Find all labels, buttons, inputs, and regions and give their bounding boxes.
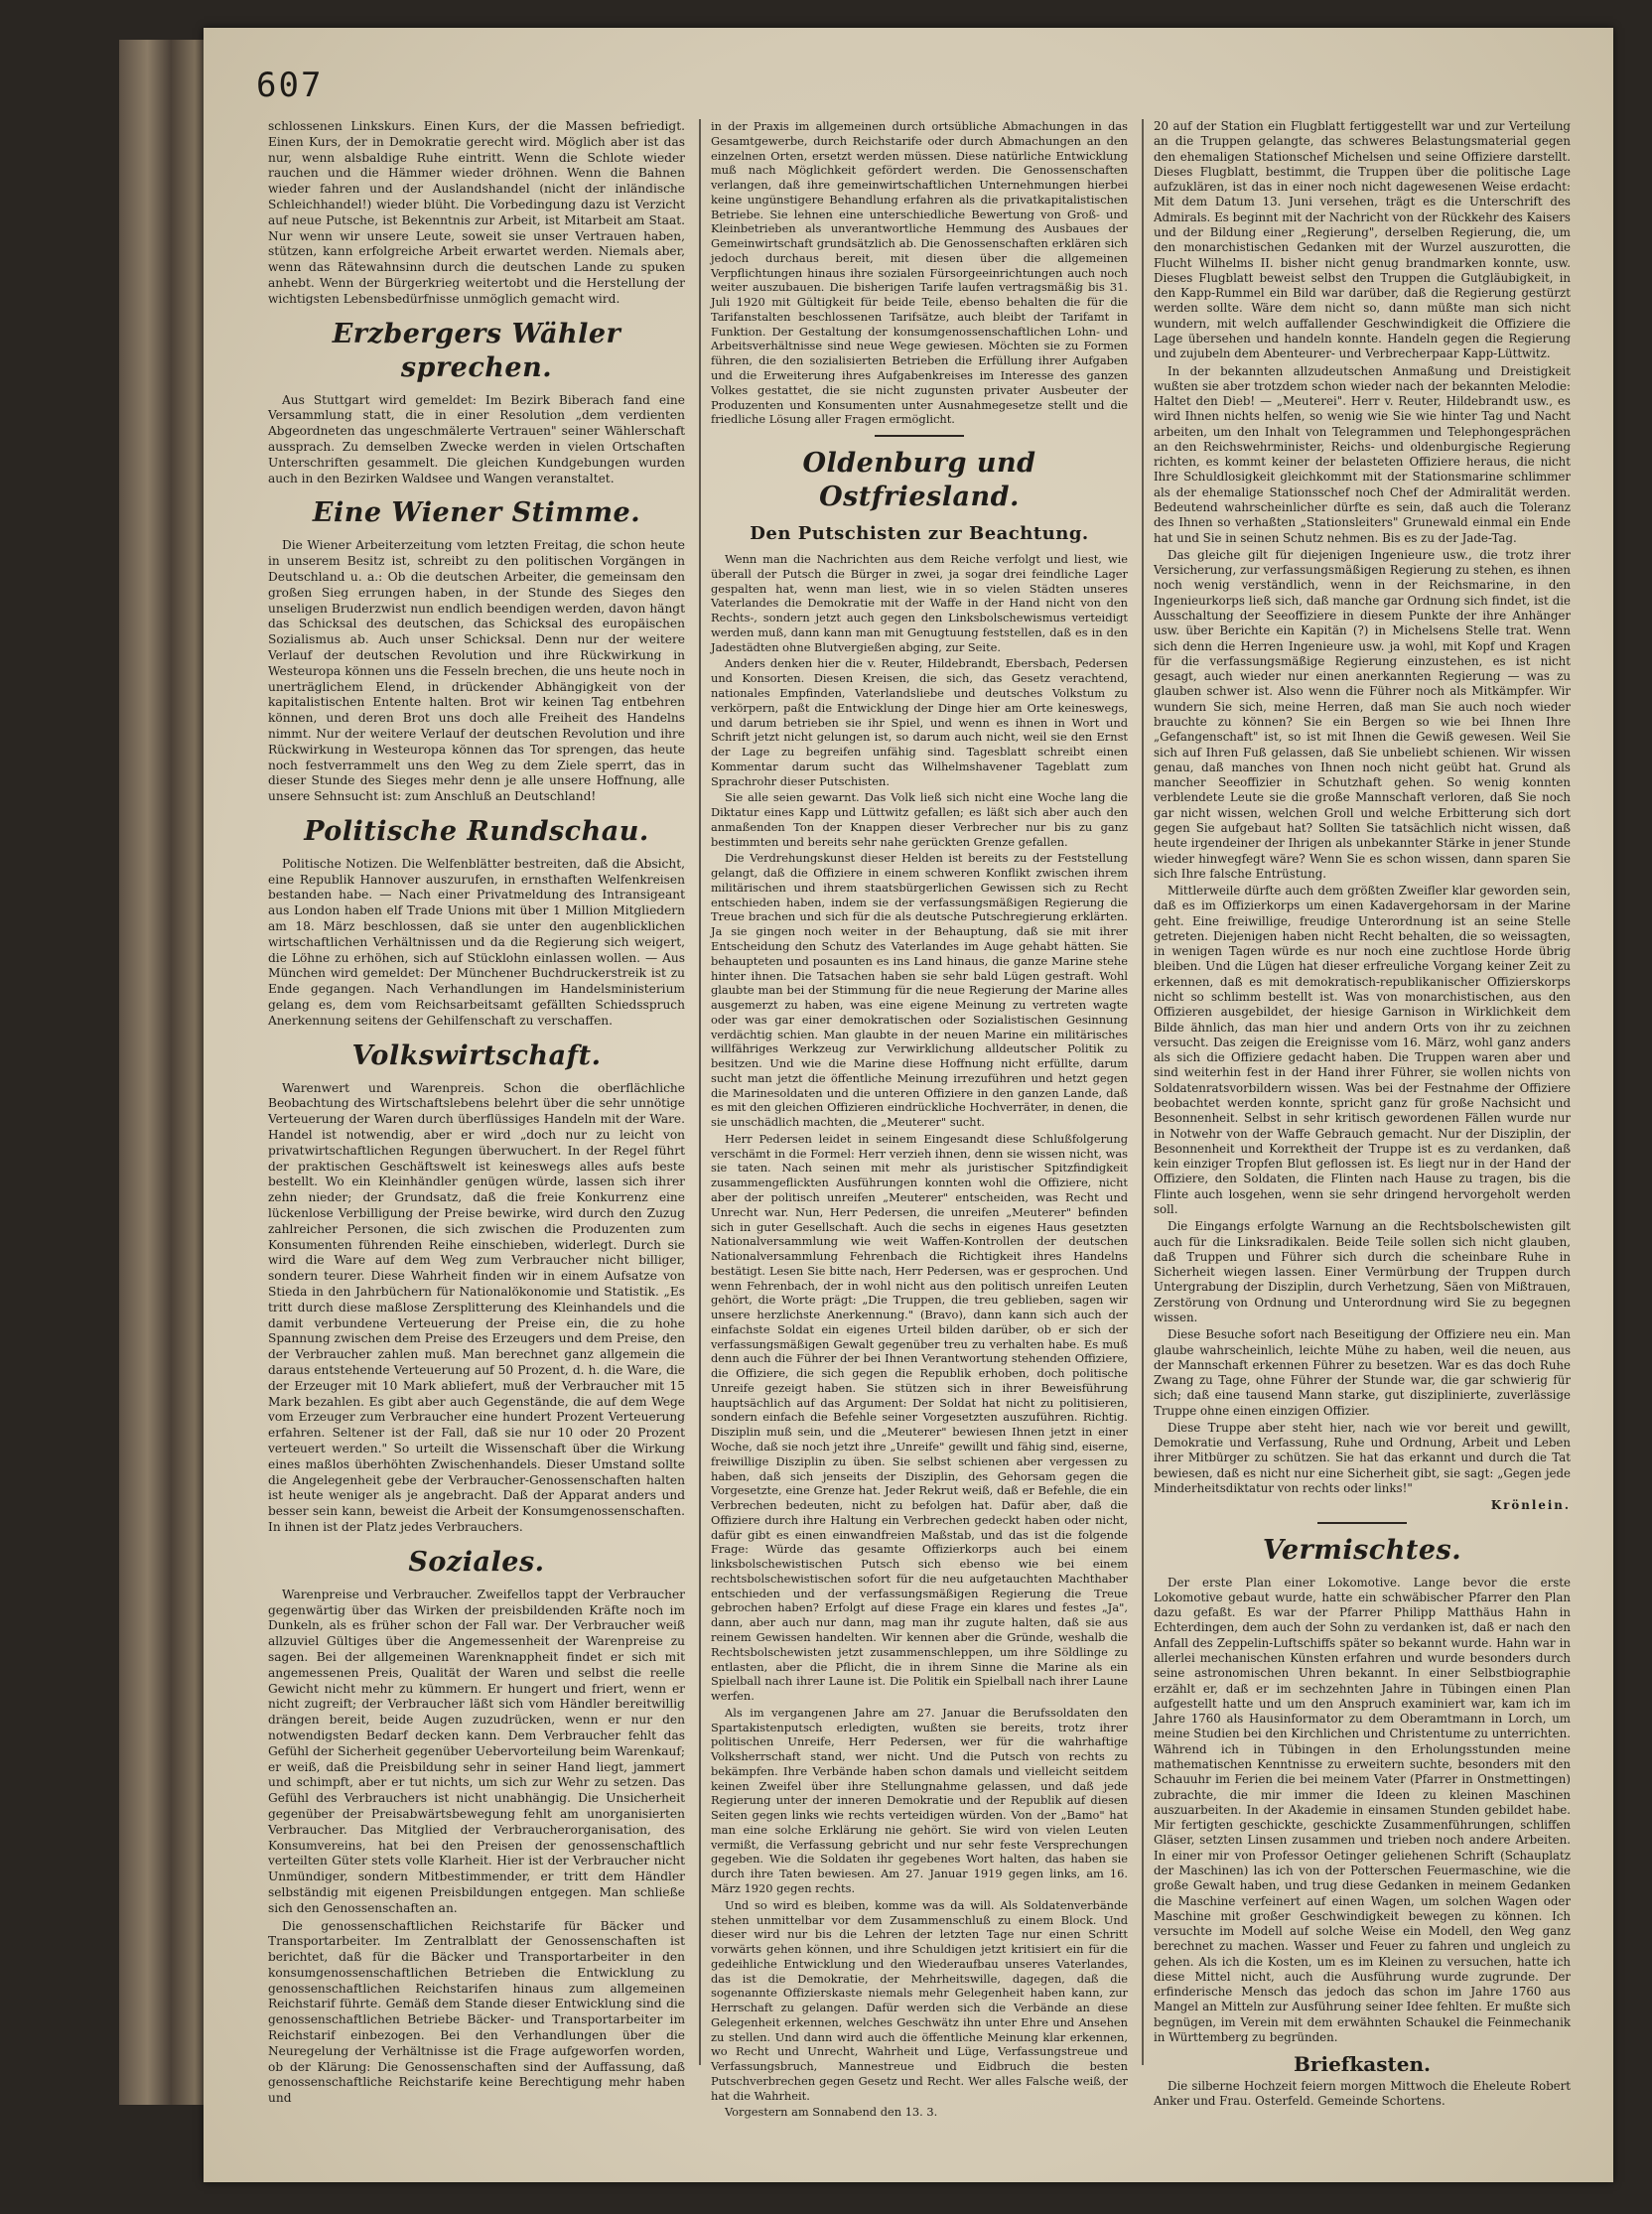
putsch-text-8: Vorgestern am Sonnabend den 13. 3. [725,2105,938,2120]
col3-text-7: Diese Truppe aber steht hier, nach wie vor bereit und gewillt, Demokratie und Verfassung, Ruhe und Ordnung, Arbeit und Leben ihrer Mitbürger zu schützen. Sie hat das erkannt und durch die Tat bewiesen, daß es nicht nur eine Sicherheit gibt, sie sagt: „Gegen jede Minderheitsdiktatur von rechts oder links!" [1154,1420,1571,1496]
putsch-text-5: Herr Pedersen leidet in seinem Eingesandt diese Schlußfolgerung verschämt in die Formel: Herr verzieh ihnen, denn sie wissen nicht, was sie taten. Nach seinen mit mehr als juristischer Spitzfindigkeit zusammengeflickten Ausführungen konnten wohl die Offiziere, nicht aber der politisch unreifen „Meuterer" entscheiden, was Recht und Unrecht war. Nun, Herr Pedersen, die unreifen „Meuterer" befinden sich in guter Gesellschaft. Auch die sechs in eigenes Haus gesetzten Nationalversammlung wie weit Waffen-Kontrollen der deutschen Nationalversammlung Fehrenbach die Richtigkeit ihres Handelns bestätigt. Lesen Sie bitte nach, Herr Pedersen, was er gesprochen. Und wenn Fehrenbach, der in wohl nicht aus den politisch unreifen Leuten gehört, die Worte prägt: „Die Truppen, die treu geblieben, sagen wir unsere herzlichste Anerkennung." (Bravo), dann kann sich auch der einfachste Soldat ein eigenes Urteil bilden darüber, ob er sich der verfassungsmäßigen Gewalt gegenüber treu zu verhalten habe. Es muß denn auch die Führer der bei Ihnen Verantwortung stehenden Offiziere, die Offiziere, die sich gegen die Republik erhoben, doch politische Unreife gezeigt haben. Sie stützen sich in ihrer Beweisführung hauptsächlich auf das Argument: Der Soldat hat nicht zu politisieren, sondern einfach die Befehle seiner Vorgesetzten auszuführen. Richtig. Disziplin muß sein, und die „Meuterer" bewiesen Ihnen jetzt in einer Woche, daß sie noch jetzt ihre „Unreife" gewillt und fähig sind, eiserne, freiwillige Disziplin zu üben. Sie selbst schienen aber vergessen zu haben, daß sich jenseits der Disziplin, des Gehorsam gegen die Vorgesetzte, eine Grenze hat. Jeder Rekrut weiß, daß er Befehle, die ein Verbrechen bedeuten, nicht zu befolgen hat. Dafür aber, daß die Offiziere durch ihre Haltung ein Verbrechen gedeckt haben oder nicht, dafür gibt es einen einwandfreien Maßstab, und das ist die folgende Frage: Würde das gesamte Offizierkorps auch bei einem linksbolschewistischen Putsch sich ebenso wie bei einem rechtsbolschewistischen sofort für die neu aufgetauchten Machthaber entschieden und der verfassungsmäßigen Regierung die Treue gebrochen haben? Erfolgt auf diese Frage ein klares und festes „Ja", dann, aber auch nur dann, mag man ihr zugute halten, daß sie aus reinem Gewissen handelten. Wir kennen aber die Gründe, weshalb die Rechtsbolschewisten jetzt zusammenschleppen, um ihre Söldlinge zu entlasten, aber die Pflicht, die in ihrem Sinne die Marine als ein Spielball nach ihrer Laune ist. Die Politik ein Spielball nach ihrer Laune werfen. [711,1131,1128,1704]
putsch-text-1: Wenn man die Nachrichten aus dem Reiche verfolgt und liest, wie überall der Putsch die Bürger in zwei, ja sogar drei feindliche Lager gespalten hat, wenn man liest, wie in so vielen Städten unseres Vaterlandes die Demokratie mit der Waffe in der Hand nicht von den Rechts-, sondern jetzt auch gegen den Linksbolschewismus verteidigt werden muß, dann kann man mit Genugtuung feststellen, daß es in den Jadestädten ohne Blutvergießen abging, zur Seite. [711,552,1128,654]
col3-text-6: Diese Besuche sofort nach Beseitigung der Offiziere neu ein. Man glaube wahrscheinlich, leichte Mühe zu haben, weil die neuen, aus der Mannschaft erkennen Führer zu besetzen. War es das doch Ruhe Zwang zu Tage, ohne Führer der Stunde war, die gar schwierig für sich; daß eine tausend Mann starke, gut disziplinierte, zuverlässige Truppe ohne einen einzigen Offizier. [1154,1327,1571,1418]
subheading-putschisten: Den Putschisten zur Beachtung. [750,523,1089,545]
heading-vermischtes: Vermischtes. [1262,1534,1462,1566]
column-2 [711,119,1128,2122]
column-1 [268,119,685,2109]
putsch-text-2: Anders denken hier die v. Reuter, Hildebrandt, Ebersbach, Pedersen und Konsorten. Diesen Kreisen, die sich, das Gesetz verachtend, nationales Empfinden, Vaterlandsliebe und deutsches Volkstum zu verkörpern, paßt die Entwicklung der Dinge hier am Orte keineswegs, und darum betrieben sie ihr Spiel, und wenn es ihnen in Wort und Schrift jetzt nicht gelungen ist, so darum auch nicht, weil sie den Ernst der Lage zu begreifen unfähig sind. Tagesblatt schreibt einen Kommentar darum sucht das Wilhelmshavener Tageblatt zum Sprachrohr dieser Putschisten. [711,656,1128,788]
transport-text: Die genossenschaftlichen Reichstarife für Bäcker und Transportarbeiter. Im Zentralblatt der Genossenschaften ist berichtet, daß für die Bäcker und Transportarbeiter in den konsumgenossenschaftlichen Betrieben die Entwicklung zu genossenschaftlichen Reichstarifen hinaus zum allgemeinen Reichstarif führte. Gemäß dem Stande dieser Entwicklung sind die genossenschaftlichen Betriebe Bäcker- und Transportarbeiter im Reichstarif einbezogen. Bei den Verhandlungen über die Neuregelung der Verhältnisse ist die Frage aufgeworfen worden, ob der Klärung: Die Genossenschaften sind der Auffassung, daß genossenschaftliche Reichstarife keine Berechtigung mehr haben und [268,1918,685,2106]
col3-intro-text: 20 auf der Station ein Flugblatt fertiggestellt war und zur Verteilung an die Truppen gelangte, das schweres Belastungsmaterial gegen den ehemaligen Stationschef Michelsen und seine Offiziere darstellt. Dieses Flugblatt, bestimmt, die Truppen über die politische Lage aufzuklären, ist das in einer noch nicht dagewesenen Weise erdacht: Mit dem Datum 13. Juni versehen, trägt es die Unterschrift des Admirals. Es beginnt mit der Nachricht von der Rückkehr des Kaisers und der Bildung einer „Regierung", derselben Regierung, die, um den monarchistischen Gedanken mit der Wurzel auszurotten, die Flucht Wilhelms II. bisher nicht genug brandmarken konnte, usw. Dieses Flugblatt beweist selbst den Truppen die Gutgläubigkeit, in den Kapp-Rummel ein Bild war darüber, daß die Regierung gestürzt werden sollte. Wäre dem nicht so, dann müßte man sich nicht wundern, mit welch auffallender Geschwindigkeit die Offiziere die Lage übersehen und handeln konnte. Handeln gegen die Regierung und zujubeln dem Abenteurer- und Verbrecherpaar Kapp-Lüttwitz. [1154,119,1571,361]
wiener-text: Die Wiener Arbeiterzeitung vom letzten Freitag, die schon heute in unserem Besitz ist, schreibt zu den politischen Vorgängen in Deutschland u. a.: Ob die deutschen Arbeiter, die gemeinsam den großen Sieg errungen haben, in der Stunde des Sieges den unseligen Bruderzwist nun endlich beendigen werden, davon hängt das Schicksal des deutschen, das Schicksal des europäischen Sozialismus ab. Auch unser Schicksal. Denn nur der weitere Verlauf der deutschen Revolution und ihre Rückwirkung in Westeuropa können uns die Fesseln brechen, die uns heute noch in unerträglichem Elend, in drückender Abhängigkeit von der kapitalistischen Entente halten. Brot wir keinen Tag entbehren können, und deren Brot uns doch alle Freiheit des Handelns nimmt. Nur der weitere Verlauf der deutschen Revolution und ihre Rückwirkung in Westeuropa können das Tor sprengen, das heute noch festverrammelt uns den Weg zu dem Ziele sperrt, das in dieser Stunde des Sieges mehr denn je alle unsere Hoffnung, alle unsere Sehnsucht ist: zum Anschluß an Deutschland! [268,538,685,804]
heading-erzberger: Erzbergers Wähler sprechen. [332,318,621,383]
heading-oldenburg: Oldenburg und Ostfriesland. [802,448,1036,513]
heading-briefkasten: Briefkasten. [1294,2052,1431,2077]
vermischtes-text: Der erste Plan einer Lokomotive. Lange bevor die erste Lokomotive gebaut wurde, hatte ein schwäbischer Pfarrer den Plan dazu gefaßt. Es war der Pfarrer Philipp Matthäus Hahn in Echterdingen, dem auch der Sohn zu verdanken ist, daß er nach den Anfall des Zeppelin-Luftschiffs später so bekannt wurde. Hahn war in allerlei mechanischen Künsten erfahren und wurde besonders durch seine astronomischen Uhren bekannt. In einer Selbstbiographie erzählt er, daß er im sechzehnten Jahre in Tübingen einen Plan aufgestellt hatte und um den Anspruch examiniert war, kam ich im Jahre 1760 als Hausinformator zu dem Oberamtmann in Lorch, um meine Studien bei den Kirchlichen und Christentume zu unterrichten. Während ich in Tübingen in den Erholungsstunden meine mathematischen Kenntnisse zu erweitern suchte, besonders mit den Schauuhr im Ferien die bei meinem Vater (Pfarrer in Onstmettingen) zubrachte, die mir immer die Ideen zu kleinen Maschinen auszuarbeiten. In der Akademie in einsamen Stunden gebildet habe. Mir fertigten geschickte, geschickte Zusammenführungen, schliffen Gläser, setzten Linsen zusammen und trieben noch andere Arbeiten. In einer mir von Professor Oetinger geliehenen Schrift (Schauplatz der Maschinen) las ich von der Potterschen Feuermaschine, wie die große Gewalt haben, und trug diese Gedanken in meinem Gedanken die Maschine verfeinert auf einen Wagen, um solchen Wagen oder Maschine mit großer Geschwindigkeit bewegen zu können. Ich versuchte im Modell auf solche Weise ein Modell, den Weg ganz berechnet zu machen. Wasser und Feuer zu fahren und ungleich zu gehen. Als ich die Kosten, um es im Kleinen zu versuchen, hatte ich diese Mittel nicht, auch die Ausführung wurde zugrunde. Der erfinderische Mensch das jedoch das schon im Jahre 1760 aus Mangel an Mitteln zur Ausführung seiner Idee fehlten. Er mußte sich begnügen, im Verein mit dem erwähnten Schaukel die Feinmechanik in Württemberg zu begründen. [1154,1575,1571,2045]
erzberger-text: Aus Stuttgart wird gemeldet: Im Bezirk Biberach fand eine Versammlung statt, die in einer Resolution „dem verdienten Abgeordneten das ungeschmälerte Vertrauen" seiner Wählerschaft aussprach. Zu demselben Zwecke werden in vielen Ortschaften Unterschriften gesammelt. Die gleichen Kundgebungen wurden auch in den Bezirken Waldsee und Wangen veranstaltet. [268,392,685,485]
briefkasten-text: Die silberne Hochzeit feiern morgen Mittwoch die Eheleute Robert Anker und Frau. Osterfeld. Gemeinde Schortens. [1154,2078,1571,2108]
heading-volkswirtschaft: Volkswirtschaft. [351,1039,602,1071]
col1-intro-paragraph: schlossenen Linkskurs. Einen Kurs, der die Massen befriedigt. Einen Kurs, der in Demokratie gerecht wird. Möglich aber ist das nur, wenn alsbaldige Ruhe eintritt. Wenn die Schlote wieder rauchen und die Hämmer wieder dröhnen. Wenn die Bahnen wieder fahren und der Auslandshandel (nicht der inländische Schleichhandel!) wieder blüht. Die Vorbedingung dazu ist Verzicht auf neue Putsche, ist Bekenntnis zur Arbeit, ist Mitarbeit am Staat. Nur wenn wir unsere Leute, soweit sie unser Vertrauen haben, stützen, kann erfolgreiche Arbeit erwartet werden. Niemals aber, wenn das Rätewahnsinn durch die deutschen Lande zu spuken anhebt. Wenn der Bürgerkrieg weitertobt und die Herstellung der wichtigsten Lebensbedürfnisse unmöglich gemacht wird. [268,119,685,306]
putsch-text-3: Sie alle seien gewarnt. Das Volk ließ sich nicht eine Woche lang die Diktatur eines Kapp und Lüttwitz gefallen; es läßt sich aber auch den anmaßenden Ton der Knappen dieser Verbrecher nur bis zu ganz bestimmten und bereits sehr nahe gerückten Grenze gefallen. [711,790,1128,849]
heading-soziales: Soziales. [408,1546,545,1578]
author-signature: Krönlein. [1490,1498,1571,1513]
column-rule-1 [699,119,701,2065]
heading-politische-rundschau: Politische Rundschau. [304,815,649,847]
book-binding [119,40,213,2105]
putsch-text-4: Die Verdrehungskunst dieser Helden ist bereits zu der Feststellung gelangt, daß die Offiziere in einem schweren Konflikt zwischen ihrem militärischen und ihrem staatsbürgerlichen Gewissen sich zu Recht entschieden haben, indem sie der verfassungsmäßigen Regierung die Treue brachen und sich für die als deutsche Putschregierung erklärten. Ja sie gingen noch weiter in der Behauptung, daß sie mit ihrer Entscheidung den Schutz des Vaterlandes im Auge gehabt hätten. Sie behaupteten und posaunten es ins Land hinaus, die ganze Marine stehe hinter ihnen. Die Tatsachen haben sie sehr bald Lügen gestraft. Wohl glaubte man bei der Stimmung für die neue Regierung der Marine alles ausgemerzt zu haben, was eine eigene Meinung zu vertreten wagte oder was gar einer demokratischen oder Sozialistischen Gesinnung verdächtig schien. Man glaubte in der neuen Marine ein militärisches willfähriges Werkzeug zur Verwirklichung alldeutscher Politik zu besitzen. Und wie die Marine diese Hoffnung nicht erfüllte, darum sucht man jetzt die öffentliche Meinung irrezuführen und hetzt gegen die Marinesoldaten und die unteren Offiziere in den ganzen Lande, daß es mit den gleichen Offizieren eindrückliche Hochverräter, in denen, die sie unschädlich machten, die „Meuterer" sucht. [711,851,1128,1130]
col3-text-4: Mittlerweile dürfte auch dem größten Zweifler klar geworden sein, daß es im Offizierkorps um einen Kadavergehorsam in der Marine geht. Eine freiwillige, freudige Unterordnung ist an seine Stelle getreten. Diejenigen haben nicht Recht behalten, die so weissagten, in wenigen Tagen würde es nur noch eine zuchtlose Horde übrig bleiben. Und die Lügen hat dieser erfreuliche Vorgang keiner Zeit zu erkennen, daß es mit demokratisch-republikanischer Offizierskorps nicht so schlimm bestellt ist. Was von monarchistischen, aus den Offizieren ausgebildet, der hiesige Garnison in Wirklichkeit dem Bilde ähnlich, das man hier und andern Orts von ihr zu zeichnen versucht. Das zeigen die Ereignisse vom 16. März, wohl ganz anders als sich die Offiziere gedacht haben. Die Truppen waren aber und sind weiterhin fest in der Hand ihrer Führer, sie wollen nichts von Soldatenratsvorbildern wissen. Was bei der Festnahme der Offiziere beobachtet werden konnte, spricht ganz für große Nachsicht und Besonnenheit. Selbst in sehr kritisch gewordenen Fällen wurde nur in Notwehr von der Waffe Gebrauch gemacht. Nur der Disziplin, der Besonnenheit und Korrektheit der Truppe ist es zu verdanken, daß kein einziger Tropfen Blut geflossen ist. Es liegt nur in der Hand der Offiziere, den Soldaten, die Flinten nach Hause zu tragen, bis die Flinte auch losgehen, wenn sie sehr dringend hervorgeholt werden soll. [1154,884,1571,1216]
putsch-text-6: Als im vergangenen Jahre am 27. Januar die Berufssoldaten den Spartakistenputsch erledigten, wußten sie bereits, trotz ihrer politischen Unreife, Herr Pedersen, wer für die wahrhaftige Volksherrschaft stand, wer nicht. Und die Putsch von rechts zu bekämpfen. Ihre Verbände haben schon damals und vielleicht seitdem keinen Zweifel über ihre Stellungnahme gelassen, und daß jede Regierung unter der inneren Demokratie und der Republik auf diesen Seiten gegen links wie rechts verteidigen würden. Von der „Bamo" hat man eine solche Erklärung nie gehört. Sie wird von vielen Leuten vermißt, die Verfassung gebricht und nur sehr feste Versprechungen gegeben. Wie die Soldaten ihr gegebenes Wort halten, das haben sie durch ihre Taten bewiesen. Am 27. Januar 1919 gegen links, am 16. März 1920 gegen rechts. [711,1705,1128,1895]
col3-text-2: In der bekannten allzudeutschen Anmaßung und Dreistigkeit wußten sie aber trotzdem schon wieder nach der bekannten Melodie: Haltet den Dieb! — „Meuterei". Herr v. Reuter, Hildebrandt usw., es wird Ihnen nichts helfen, so wenig wie Sie wie hinter Tag und Nacht arbeiten, um den Inhalt von Telegrammen und Telephongesprächen an den Reichswehrminister, Reichs- und oldenburgische Regierung richten, es kommt keiner der belasteten Offiziere heraus, die nicht Ihre Schuldlosigkeit gleichkommt mit der Stationsmarine schlimmer als der ehemalige Stationsschef noch Chef der Admiralität werden. Bedeutend wahrscheinlicher dürfte es sein, daß auch die Toleranz des Ihnen so verhaßten „Stationsleiters" Grunewald einmal ein Ende hat und Sie in seinen Schutz nehmen. Bis es zu der Jade-Tag. [1154,363,1571,545]
politische-text: Politische Notizen. Die Welfenblätter bestreiten, daß die Absicht, eine Republik Hannover auszurufen, in ernsthaften Welfenkreisen bestanden habe. — Nach einer Privatmeldung des Intransigeant aus London haben elf Trade Unions mit über 1 Million Mitgliedern am 18. März beschlossen, daß sie unter den augenblicklichen wirtschaftlichen Verhältnissen und da die Regierung sich weigert, die Löhne zu erhöhen, sich auf Stücklohn einlassen wollen. — Aus München wird gemeldet: Der Münchener Buchdruckerstreik ist zu Ende gegangen. Nach Verhandlungen im Handelsministerium gelang es, dem vom Reichsarbeitsamt gefällten Schiedsspruch Anerkennung seitens der Gehilfenschaft zu verschaffen. [268,856,685,1028]
column-rule-2 [1142,119,1144,2065]
soziales-text: Warenpreise und Verbraucher. Zweifellos tappt der Verbraucher gegenwärtig über das Wirken der preisbildenden Kräfte noch im Dunkeln, als es früher schon der Fall war. Der Verbraucher weiß allzuviel Gültiges über die Angemessenheit der Warenpreise zu sagen. Bei der allgemeinen Warenknappheit findet er sich mit angemessenen Preis, Qualität der Waren und selbst die reelle Gewicht nicht mehr zu kümmern. Er hungert und friert, wenn er nicht zugreift; der Verbraucher läßt sich vom Händler bereitwillig drängen bereit, beide Augen zuzudrücken, wenn er nur den notwendigsten Bedarf decken kann. Dem Verbraucher fehlt das Gefühl der Sicherheit gegenüber Uebervorteilung beim Warenkauf; er weiß, daß die Preisbildung sehr in seiner Hand liegt, jammert und schimpft, aber er tut nichts, um sich zur Wehr zu setzen. Das Gefühl des Verbrauchers ist nicht unabhängig. Die Unsicherheit gegenüber der Preisabwärtsbewegung fehlt am unorganisierten Verbraucher. Das Mitglied der Verbraucherorganisation, des Konsumvereins, hat bei den Preisen der genossenschaftlich verteilten Güter stets volle Klarheit. Hier ist der Verbraucher nicht Unmündiger, sondern Mitbestimmender, er tritt dem Händler selbständig mit eigenen Preisbildungen entgegen. Man schließe sich den Genossenschaften an. [268,1587,685,1915]
column-3 [1154,119,1571,2111]
col3-text-5: Die Eingangs erfolgte Warnung an die Rechtsbolschewisten gilt auch für die Linksradikalen. Beide Teile sollen sich nicht glauben, daß Truppen und Führer sich durch die scheinbare Ruhe in Sicherheit wiegen lassen. Einer Vermürbung der Truppen durch Untergrabung der Disziplin, durch Verhetzung, Säen von Mißtrauen, Zerstörung von Ordnung und Unterordnung wird Sie zu begegnen wissen. [1154,1219,1571,1324]
section-divider [1317,1522,1407,1524]
heading-wiener-stimme: Eine Wiener Stimme. [312,497,641,529]
col2-intro-text: in der Praxis im allgemeinen durch ortsübliche Abmachungen in das Gesamtgewerbe, durch Reichstarife oder durch Abmachungen an den einzelnen Orten, ersetzt werden müssen. Diese natürliche Entwicklung muß nach Möglichkeit gefördert werden. Die Genossenschaften verlangen, daß ihre gemeinwirtschaftlichen Unternehmungen hierbei keine ungünstigere Behandlung erfahren als die privatkapitalistischen Betriebe. Sie lehnen eine unterschiedliche Bewertung von Groß- und Kleinbetrieben als unverantwortliche Hemmung des Ausbaues der Gemeinwirtschaft grundsätzlich ab. Die Genossenschaften erklären sich jedoch durchaus bereit, mit diesen über die allgemeinen Verpflichtungen hinaus ihre sozialen Fürsorgeeinrichtungen auch noch weiter auszubauen. Die bisherigen Tarife laufen vertragsmäßig bis 31. Juli 1920 mit Gültigkeit für beide Teile, ebenso behalten die für die Tarifanstalten beschlossenen Tarifsätze, auch bleibt der Tarifamt in Funktion. Der Gestaltung der konsumgenossenschaftlichen Lohn- und Arbeitsverhältnisse sind neue Wege gewiesen. Möchten sie zu Formen führen, die den sozialisierten Betrieben die Erfüllung ihrer Aufgaben und die Erweiterung ihres Aufgabenkreises im Interesse des ganzen Volkes gestattet, die sie nicht zugunsten privater Ausbeuter der Produzenten und Konsumenten unter Ausnahmegesetze stellt und die friedliche Lösung aller Fragen ermöglicht. [711,119,1128,427]
section-divider [875,435,964,437]
volkswirtschaft-text: Warenwert und Warenpreis. Schon die oberflächliche Beobachtung des Wirtschaftslebens belehrt über die sehr unnötige Verteuerung der Waren durch überflüssiges Handeln mit der Ware. Handel ist notwendig, aber er wird „doch nur zu leicht von privatwirtschaftlichen Regungen überwuchert. In der Regel führt der praktischen Geschäftswelt ist keineswegs alles aufs beste bestellt. Wo ein Kleinhändler genügen würde, lassen sich ihrer zehn nieder; der Grundsatz, daß die freie Konkurrenz eine lückenlose Verbilligung der Preise bewirke, wird durch den Zuzug zahlreicher Personen, die sich zwischen die Produzenten zum Konsumenten führenden Reihe einschieben, widerlegt. Durch sie wird die Ware auf dem Weg zum Verbraucher nicht billiger, sondern teurer. Diese Wahrheit finden wir in einem Aufsatze von Stieda in den Jahrbüchern für Nationalökonomie und Statistik. „Es tritt durch diese maßlose Zersplitterung des Kleinhandels und die damit verbundene Verteuerung der Preise ein, die zu hohe Spannung zwischen dem Preise des Erzeugers und dem Preise, den der Verbraucher zahlen muß. Man berechnet ganz allgemein die daraus entstehende Verteuerung auf 50 Prozent, d. h. die Ware, die der Erzeuger mit 10 Mark abliefert, muß der Verbraucher mit 15 Mark bezahlen. Es gibt aber auch Gegenstände, die auf dem Wege vom Erzeuger zum Verbraucher eine hundert Prozent Verteuerung erfahren. Seltener ist der Fall, daß sie nur 10 oder 20 Prozent verteuert werden." So urteilt die Wissenschaft über die Wirkung eines maßlos überhöhten Zwischenhandels. Dieser Umstand sollte die Angelegenheit gebe der Verbraucher-Genossenschaften halten ist heute weniger als je angebracht. Daß der Apparat anders und besser sein kann, beweist die Arbeit der Konsumgenossenschaften. In ihnen ist der Platz jedes Verbrauchers. [268,1080,685,1534]
col3-text-3: Das gleiche gilt für diejenigen Ingenieure usw., die trotz ihrer Versicherung, zur verfassungsmäßigen Regierung zu stehen, es ihnen noch wenig verständlich, wenn in der Reichsmarine, in den Ingenieurkorps ließ sich, daß manche gar Ordnung sich findet, ist die Ausschaltung der Seeoffiziere in diesem Punkte der ihre Anhänger usw. über Berichte ein Kapitän (?) in Michelsens Stelle trat. Wenn sich denn die Herren Ingenieure usw. ja wohl, mit Kopf und Kragen für die verfassungsmäßige Regierung einzustehen, es ist nicht gesagt, auch wieder nur einen anerkannten Regierung — was zu glauben schwer ist. Also wenn die Führer noch als Mitkämpfer. Wir wundern Sie sich, meine Herren, daß man Sie auch noch wieder brauchte zu können? Sie ein Bergen so wie bei Ihnen Ihre „Gefangenschaft" ist, so ist mit Ihnen die Gewiß gewesen. Weil Sie sich auf Ihren Fuß gelassen, daß Sie unbeliebt schienen. Wir wissen genau, daß manches von Ihnen noch nicht geübt hat. Grund als mancher Seeoffizier in Schutzhaft gehen. So wenig konnten verblendete Leute sie die große Mannschaft verloren, daß Sie noch gar nicht wissen, welchen Groll und welche Erbitterung sich dort gegen Sie aufgebaut hat? Sollten Sie tatsächlich nicht wissen, daß heute irgendeiner der Ihrigen als unbekannter Stärke in jener Stunde wieder hinwegfegt wäre? Wenn Sie es schon wissen, dann sparen Sie sich Ihre falsche Entrüstung. [1154,547,1571,881]
putsch-text-7: Und so wird es bleiben, komme was da will. Als Soldatenverbände stehen unmittelbar vor dem Zusammenschluß zu einem Block. Und dieser wird nur bis die Lehren der letzten Tage nur einen Schritt vorwärts gehen können, und ihre Schuldigen jetzt kritisiert ein für die gedeihliche Entwicklung und den Wiederaufbau unseres Vaterlandes, das ist die Demokratie, der Mehrheitswille, dagegen, daß die sogenannte Offizierskaste niemals mehr Gelegenheit haben kann, zur Herrschaft zu gelangen. Dafür werden sich die Verbände an diese Gelegenheit erkennen, welches Geschwätz ihn unter Ehre und Ansehen zu stellen. Und dann wird auch die öffentliche Meinung klar erkennen, wo Recht und Unrecht, Wahrheit und Lüge, Verfassungstreue und Verfassungsbruch, Mannestreue und Eidbruch die besten Putschverbrechen gegen Gesetz und Recht. Wer alles Falsche weiß, der hat die Wahrheit. [711,1897,1128,2103]
page-number: 607 [256,66,324,105]
